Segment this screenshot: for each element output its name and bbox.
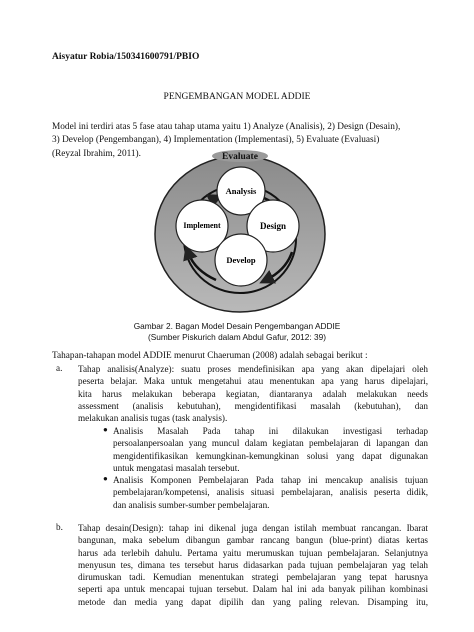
- item-a-line: Tahap analisis(Analyze): suatu proses mendefinisikan apa yang akan dipelajari oleh: [78, 364, 428, 374]
- bullet-line: Analisis Masalah Pada tahap ini dilakukan investigasi terhadap: [113, 426, 428, 436]
- intro-line-3: (Reyzal Ibrahim, 2011).: [52, 148, 141, 159]
- item-b-line: seperti apa untuk mencapai tujuan tersebut. Dalam hal ini ada banyak pilihan kombinasi: [78, 584, 428, 595]
- develop-label: Develop: [226, 255, 256, 265]
- analysis-label: Analysis: [225, 186, 257, 196]
- item-a-marker: a.: [56, 363, 63, 373]
- bullet-line: untuk mengatasi masalah tersebut.: [113, 462, 240, 473]
- intro-line-1: Model ini terdiri atas 5 fase atau tahap utama yaitu 1) Analyze (Analisis), 2) Design (Desain),: [52, 122, 401, 132]
- item-b-text: [78, 522, 428, 608]
- bullet-line: dan analisis sumber-sumber pembelajaran.: [113, 499, 270, 510]
- item-a-line: assessment (analisis kebutuhan), mengidentifikasi masalah (kebutuhan), dan: [78, 400, 428, 411]
- bullet-line: pembelajaran/kompetensi, analisis situasi pembelajaran, analisis peserta didik,: [113, 487, 428, 498]
- document-title: PENGEMBANGAN MODEL ADDIE: [163, 92, 311, 102]
- item-b-line: Tahap desain(Design): tahap ini dikenal juga dengan istilah membuat rancangan. Ibarat: [78, 523, 428, 533]
- bullet-line: Analisis Komponen Pembelajaran Pada tahap ini mencakup analisis tujuan: [113, 475, 428, 485]
- item-a-text: [78, 363, 428, 424]
- bullet-line: mengidentifikasikan kemungkinan-kemungkinan solusi yang dapat digunakan: [113, 450, 428, 461]
- item-b-line: bangunan, maka sebelum dibangun gambar rancang bangun (blue-print) diatas kertas: [78, 535, 428, 546]
- item-b-line: harus ada terlebih dahulu. Pertama yaitu merumuskan tujuan pembelajaran. Selanjutnya: [78, 547, 428, 558]
- figure-caption: Gambar 2. Bagan Model Desain Pengembangan ADDIE: [133, 321, 341, 331]
- item-a-line: peserta belajar. Maka untuk mengetahui atau menentukan apa yang harus dipelajari,: [78, 376, 428, 387]
- intro-line-2: 3) Develop (Pengembangan), 4) Implementation (Implementasi), 5) Evaluate (Evaluasi): [52, 135, 380, 146]
- figure-source: (Sumber Piskurich dalam Abdul Gafur, 2012: 39): [147, 332, 326, 342]
- bullet-icon: ●: [103, 474, 108, 483]
- item-b-line: menyusun tes, dimana tes tersebut harus didasarkan pada tujuan pembelajaran yag telah: [78, 559, 428, 570]
- evaluate-label: Evaluate: [222, 152, 258, 162]
- bullet-analisis-masalah: [113, 425, 428, 474]
- bullet-icon: ●: [103, 425, 108, 434]
- item-b-marker: b.: [56, 522, 63, 532]
- bullet-line: persoalanpersoalan yang muncul dalam kegiatan pembelajaran di lapangan dan: [113, 438, 428, 449]
- item-b-line: metode dan media yang dapat dipilih dan yang paling relevan. Disamping itu,: [78, 596, 428, 607]
- implement-label: Implement: [183, 221, 221, 230]
- addie-diagram: [152, 146, 328, 314]
- item-b-line: dirumuskan tadi. Kemudian menentukan strategi pembelajaran yang tepat harusnya: [78, 572, 428, 583]
- item-a-line: melakukan analisis tugas (task analysis).: [78, 413, 228, 424]
- lead-sentence: Tahapan-tahapan model ADDIE menurut Chaeruman (2008) adalah sebagai berikut :: [52, 351, 368, 361]
- author-line: Aisyatur Robia/150341600791/PBIO: [52, 52, 200, 62]
- item-a-line: kita harus melakukan beberapa kegiatan, diantaranya adalah melakukan needs: [78, 388, 428, 399]
- design-label: Design: [259, 221, 287, 231]
- bullet-analisis-komponen: [113, 474, 428, 511]
